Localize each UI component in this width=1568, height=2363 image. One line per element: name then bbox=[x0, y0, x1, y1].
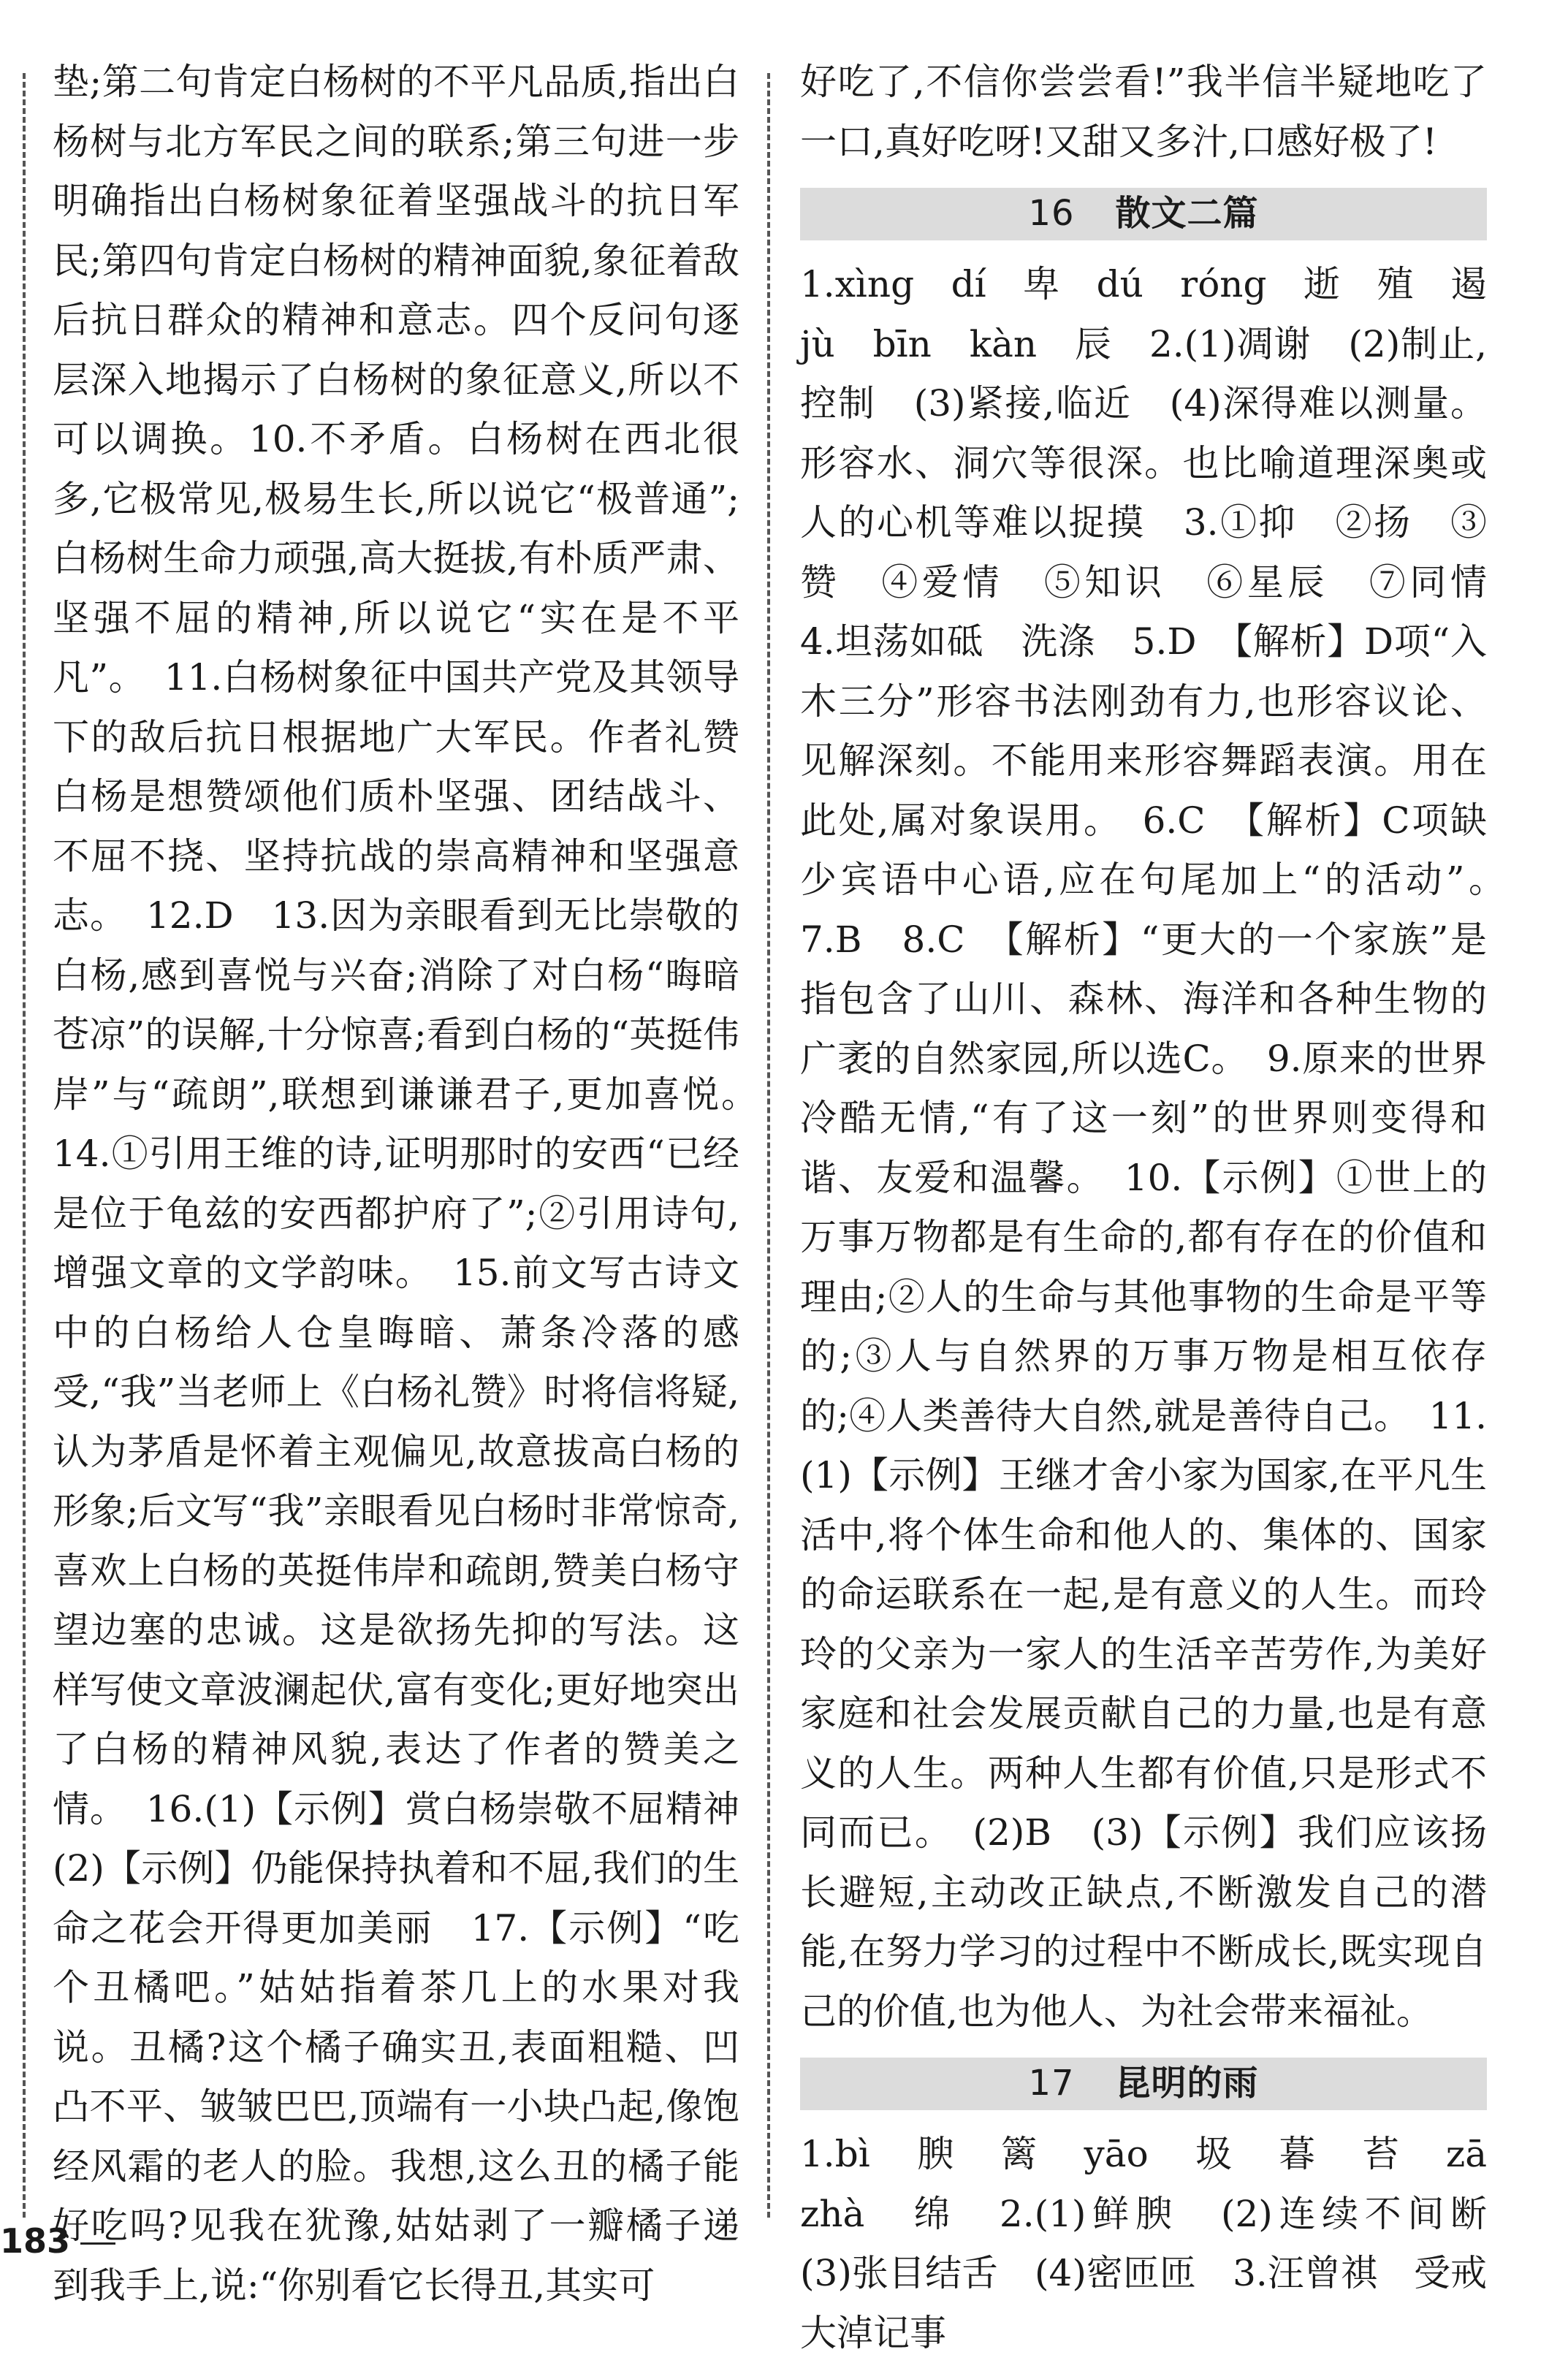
answer-text-continued: 好吃了,不信你尝尝看!”我半信半疑地吃了一口,真好吃呀!又甜又多汁,口感好极了! bbox=[800, 61, 1487, 163]
column-divider-center bbox=[767, 73, 770, 2218]
section-answers: 1.xìng dí 卑 dú róng 逝 殖 遏 jù bīn kàn 辰 2.(1)凋谢 (2)制止,控制 (3)紧接,临近 (4)深得难以测量。形容水、洞穴等很深。也比喻道理深奥或人的心机等难以捉摸 3.①抑 ②扬 ③赞 ④爱情 ⑤知识 ⑥星辰 ⑦同情 4.坦荡如砥 洗涤 5.D 【解析】D项“入木三分”形容书法刚劲有力,也形容议论、见解深刻。不能用来形容舞蹈表演。用在此处,属对象误用。 6.C 【解析】C项缺少宾语中心语,应在句尾加上“的活动”。 7.B 8.C 【解析】“更大的一个家族”是指包含了山川、森林、海洋和各种生物的广袤的自然家园,所以选C。 9.原来的世界冷酷无情,“有了这一刻”的世界则变得和谐、友爱和温馨。 10.【示例】①世上的万事万物都是有生命的,都有存在的价值和理由;②人的生命与其他事物的生命是平等的;③人与自然界的万事万物是相互依存的;④人类善待大自然,就是善待自己。 11.(1)【示例】王继才舍小家为国家,在平凡生活中,将个体生命和他人的、集体的、国家的命运联系在一起,是有意义的人生。而玲玲的父亲为一家人的生活辛苦劳作,为美好家庭和社会发展贡献自己的力量,也是有意义的人生。两种人生都有价值,只是形式不同而已。 (2)B (3)【示例】我们应该扬长避短,主动改正缺点,不断激发自己的潜能,在努力学习的过程中不断成长,既实现自己的价值,也为他人、为社会带来福祉。 bbox=[800, 263, 1523, 2033]
section-answers: 1.bì 腴 篱 yāo 圾 暮 苔 zā zhà 绵 2.(1)鲜腴 (2)连续不间断 (3)张目结舌 (4)密匝匝 3.汪曾祺 受戒 大淖记事 bbox=[800, 2133, 1523, 2354]
section-header-16 bbox=[800, 188, 1487, 240]
section-title: 散文二篇 bbox=[1115, 193, 1259, 235]
answer-text: 垫;第二句肯定白杨树的不平凡品质,指出白杨树与北方军民之间的联系;第三句进一步明确指出白杨树象征着坚强战斗的抗日军民;第四句肯定白杨树的精神面貌,象征着敌后抗日群众的精神和意志。四个反问句逐层深入地揭示了白杨树的象征意义,所以不可以调换。10.不矛盾。白杨树在西北很多,它极常见,极易生长,所以说它“极普通”;白杨树生命力顽强,高大挺拔,有朴质严肃、坚强不屈的精神,所以说它“实在是不平凡”。 11.白杨树象征中国共产党及其领导下的敌后抗日根据地广大军民。作者礼赞白杨是想赞颂他们质朴坚强、团结战斗、不屈不挠、坚持抗战的崇高精神和坚强意志。 12.D 13.因为亲眼看到无比崇敬的白杨,感到喜悦与兴奋;消除了对白杨“晦暗苍凉”的误解,十分惊喜;看到白杨的“英挺伟岸”与“疏朗”,联想到谦谦君子,更加喜悦。 14.①引用王维的诗,证明那时的安西“已经是位于龟兹的安西都护府了”;②引用诗句,增强文章的文学韵味。 15.前文写古诗文中的白杨给人仓皇晦暗、萧条冷落的感受,“我”当老师上《白杨礼赞》时将信将疑,认为茅盾是怀着主观偏见,故意拔高白杨的形象;后文写“我”亲眼看见白杨时非常惊奇,喜欢上白杨的英挺伟岸和疏朗,赞美白杨守望边塞的忠诚。这是欲扬先抑的写法。这样写使文章波澜起伏,富有变化;更好地突出了白杨的精神风貌,表达了作者的赞美之情。 16.(1)【示例】赏白杨崇敬不屈精神 (2)【示例】仍能保持执着和不屈,我们的生命之花会开得更加美丽 17.【示例】“吃个丑橘吧。”姑姑指着茶几上的水果对我说。丑橘?这个橘子确实丑,表面粗糙、凹凸不平、皱皱巴巴,顶端有一小块凸起,像饱经风霜的老人的脸。我想,这么丑的橘子能好吃吗?见我在犹豫,姑姑剥了一瓣橘子递到我手上,说:“你别看它长得丑,其实可 bbox=[53, 61, 776, 2307]
section-title: 昆明的雨 bbox=[1115, 2063, 1259, 2104]
section-header-17 bbox=[800, 2058, 1487, 2110]
page-number: 183 bbox=[0, 2221, 115, 2261]
section-number: 17 bbox=[1028, 2063, 1075, 2104]
column-divider-left bbox=[23, 73, 26, 2218]
left-column bbox=[53, 53, 776, 2316]
right-column bbox=[800, 53, 1523, 2363]
section-number: 16 bbox=[1028, 193, 1075, 235]
